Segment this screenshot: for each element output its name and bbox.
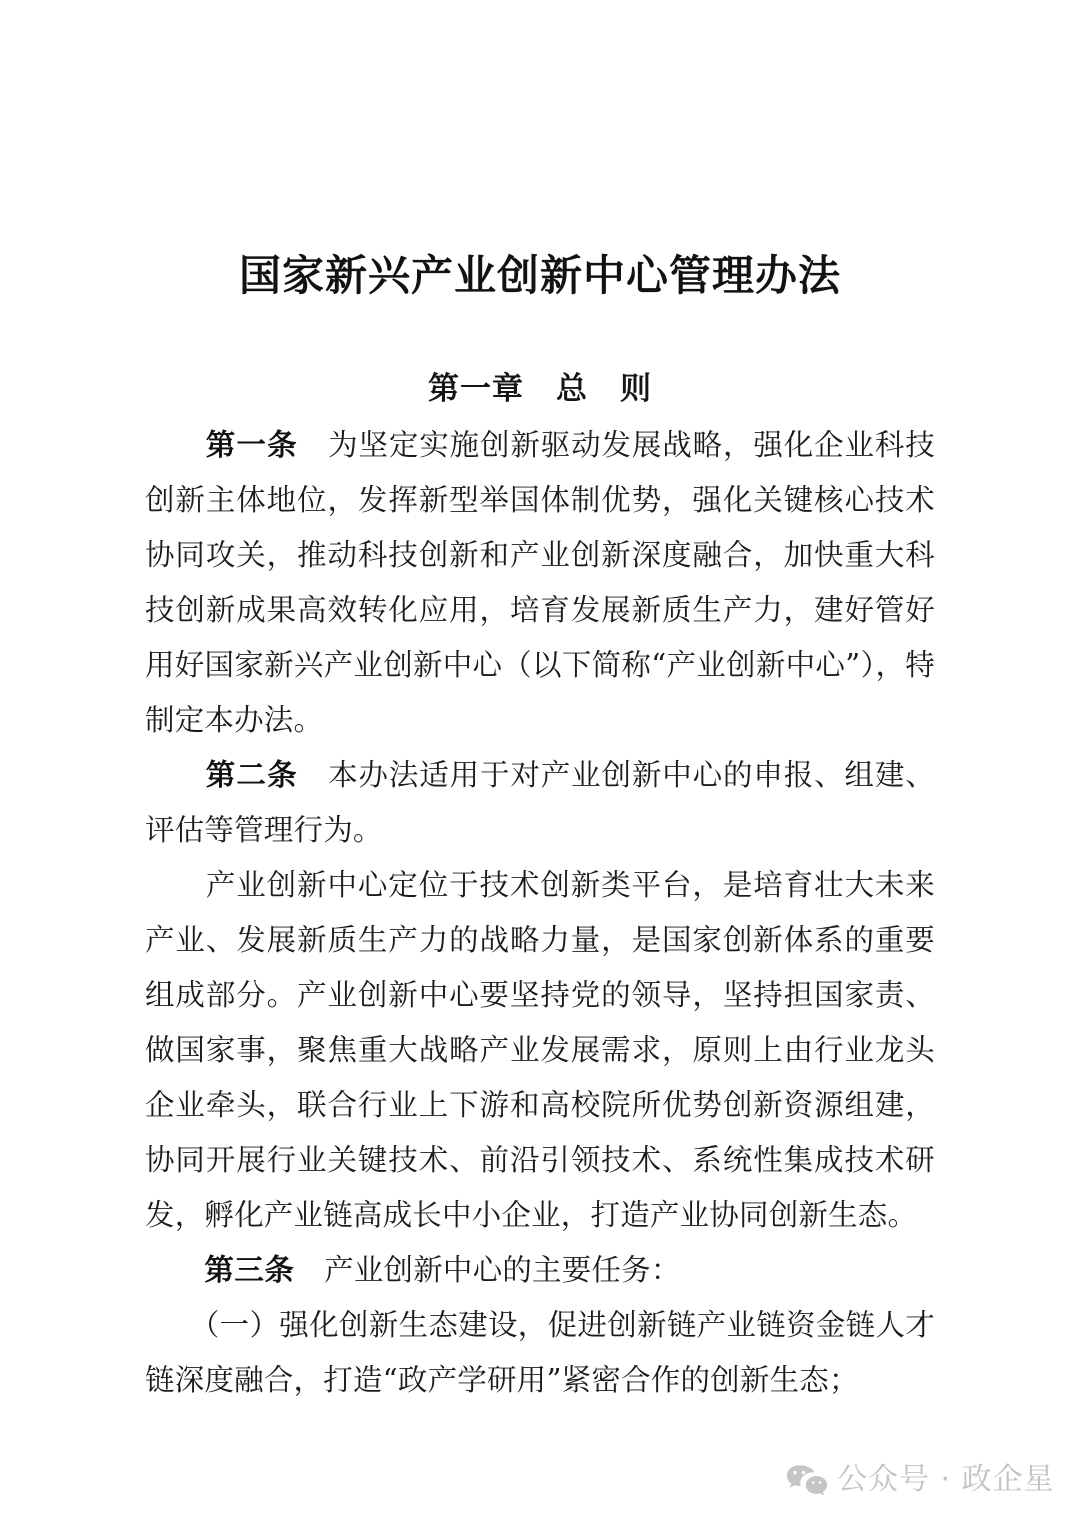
paragraph-gap xyxy=(298,428,328,462)
definition-paragraph xyxy=(145,858,935,1243)
definition-text: 产业创新中心定位于技术创新类平台，是培育壮大未来产业、发展新质生产力的战略力量，是国家创新体系的重要组成部分。产业创新中心要坚持党的领导，坚持担国家责、做国家事，聚焦重大战略产业发展需求，原则上由行业龙头企业牵头，联合行业上下游和高校院所优势创新资源组建，协同开展行业关键技术、前沿引领技术、系统性集成技术研发，孵化产业链高成长中小企业，打造产业协同创新生态。 xyxy=(145,868,935,1232)
article-paragraph-2 xyxy=(145,748,935,858)
paragraph-indent xyxy=(145,1308,205,1342)
paragraph-gap xyxy=(294,1253,324,1287)
page-title: 国家新兴产业创新中心管理办法 xyxy=(238,251,841,301)
watermark-label: 公众号 · 政企星 xyxy=(837,1462,1055,1497)
article-label-1: 第一条 xyxy=(205,428,298,462)
watermark xyxy=(786,1463,1055,1497)
article-text-1: 为坚定实施创新驱动发展战略，强化企业科技创新主体地位，发挥新型举国体制优势，强化关键核心技术协同攻关，推动科技创新和产业创新深度融合，加快重大科技创新成果高效转化应用，培育发展新质生产力，建好管好用好国家新兴产业创新中心（以下简称“产业创新中心”），特制定本办法。 xyxy=(145,428,935,737)
paragraph-indent xyxy=(145,1253,204,1287)
paragraph-indent xyxy=(145,428,206,462)
article-paragraph-1 xyxy=(145,418,935,748)
paragraph-indent xyxy=(145,868,206,902)
wechat-icon xyxy=(786,1464,828,1496)
article-text-3: 产业创新中心的主要任务： xyxy=(324,1253,681,1287)
paragraph-gap xyxy=(298,758,328,792)
article-label-3: 第三条 xyxy=(204,1253,295,1287)
article-text-2: 本办法适用于对产业创新中心的申报、组建、评估等管理行为。 xyxy=(145,758,935,847)
document-body xyxy=(145,418,935,1408)
article-paragraph-3 xyxy=(145,1243,935,1298)
list-item-1 xyxy=(145,1298,935,1408)
article-label-2: 第二条 xyxy=(205,758,298,792)
paragraph-indent xyxy=(145,758,206,792)
list-item-1-text: （一）强化创新生态建设，促进创新链产业链资金链人才链深度融合，打造“政产学研用”紧密合作的创新生态； xyxy=(145,1308,935,1397)
chapter-heading: 第一章 总 则 xyxy=(428,370,652,407)
